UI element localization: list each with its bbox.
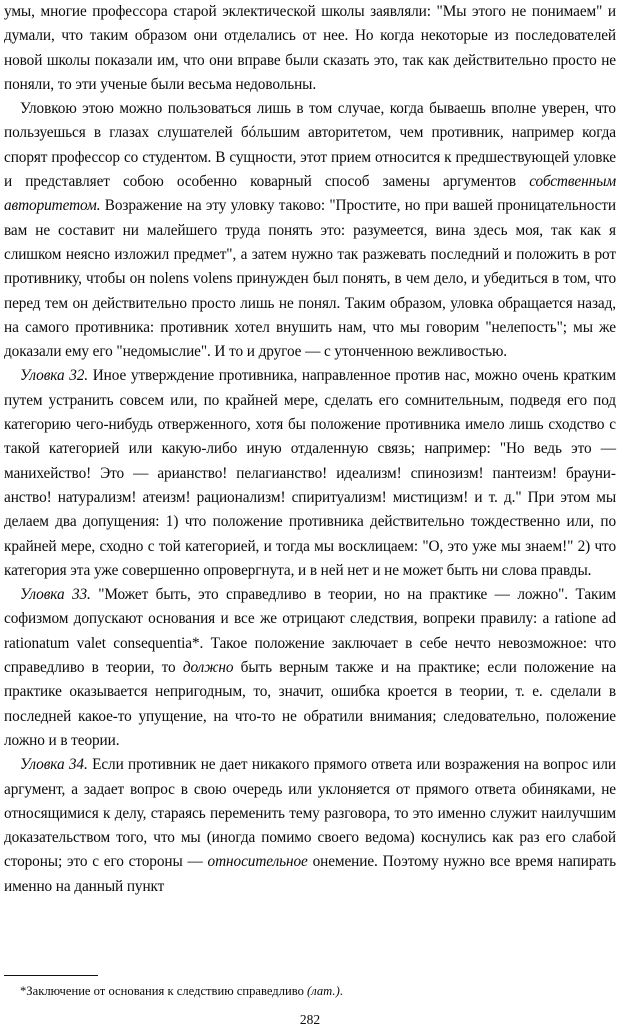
italic-text: относительное xyxy=(207,853,308,871)
text-run: онемение. Поэтому нужно все время напирать именно на данный пункт xyxy=(4,853,616,895)
paragraph xyxy=(4,753,616,899)
text-run: Иное утверждение противника, направленное против нас, можно очень кратким путем устранить совсем или, по крайней мере, сделать его сомнительным, подведя его под категорию чего-нибудь отверженного, хотя бы положение противника имело лишь сходство с такой категорией или какую-либо иную отдаленную связь; например: "Но ведь это — манихейство! Это — арианство! пелагианство! идеализм! спинозизм! пантеизм! браунианство! натурализм! атеизм! рационализм! спиритуализм! мистицизм! и т. д." При этом мы делаем два допущения: 1) что положение противника действительно тождественно или, по крайней мере, сходно с той категорией, и тогда мы восклицаем: "О, это уже мы знаем!" 2) что категория эта уже совершенно опровергнута, и в ней нет и не может быть ни слова правды. xyxy=(4,367,617,579)
italic-text: Уловка 34. xyxy=(20,756,88,774)
main-text xyxy=(4,0,616,899)
footnote xyxy=(20,983,343,999)
paragraph xyxy=(4,0,616,97)
text-run: быть верным также и на практике; если положение на практике оказывается непригодным, то, значит, ошибка кроется в теории, т. е. сделали в последней какое-то упущение, на что-то не обратили внимания; следовательно, положение ложно и в теории. xyxy=(4,659,617,749)
footnote-end: . xyxy=(339,984,343,998)
text-run: Если противник не дает никакого прямого ответа или возражения на вопрос или аргумент, а задает вопрос в свою очередь или уклоняется от прямого ответа обиняками, не относящимися к делу, стараясь переменить тему разговора, то это именно служит наилучшим доказательством того, что мы (иногда помимо своего ведома) коснулись как раз его слабой стороны; это с его стороны — xyxy=(4,756,616,871)
footnote-lang: (лат.) xyxy=(307,984,340,998)
italic-text: Уловка 33. xyxy=(20,586,91,604)
page-number: 282 xyxy=(299,1012,321,1027)
footnote-divider xyxy=(4,975,98,976)
text-run: Возражение на эту уловку таково: "Простите, но при вашей проницательности вам не составит ни малейшего труда понять это: разумеется, вина здесь моя, так как я слишком неясно изложил предмет", а затем нужно так разжевать последний и положить в рот противнику, чтобы он nolens volens принужден был понять, в чем дело, и убедиться в том, что перед тем он действительно просто лишь не понял. Таким образом, уловка обращается назад, на самого противника: противник хотел внушить нам, что мы говорим "нелепость"; мы же доказали ему его "недомыслие". И то и другое — с утонченною вежливостью. xyxy=(4,197,616,361)
text-run: Уловкою этою можно пользоваться лишь в том случае, когда бываешь вполне уверен, что пользуешься в глазах слушателей бóльшим авторитетом, чем противник, например когда спорят профессор со студентом. В сущности, этот прием относится к предшествующей уловке и представляет собою особенно коварный способ замены аргументов xyxy=(4,100,616,191)
text-run: "Может быть, это справедливо в теории, но на практике — ложно". Таким софизмом допускают основания и все же отрицают следствия, вопреки правилу: a ratione ad rationatum valet consequentia*. Такое положение заключает в себе нечто невозможное: что справедливо в теории, то xyxy=(4,586,617,677)
paragraph xyxy=(4,583,616,753)
italic-text: должно xyxy=(182,659,234,677)
italic-text: собственным авторитетом. xyxy=(4,173,616,215)
paragraph xyxy=(4,364,616,583)
italic-text: Уловка 32. xyxy=(20,367,89,385)
paragraph xyxy=(4,97,616,364)
footnote-text: *Заключение от основания к следствию справедливо xyxy=(20,984,308,998)
text-run: умы, многие профессора старой эклектической школы заявляли: "Мы этого не понимаем" и думали, что таким образом они отделались от нее. Но когда некоторые из последователей новой школы показали им, что они вправе были сказать это, так как действительно просто не поняли, то эти ученые были весьма недовольны. xyxy=(4,3,616,93)
